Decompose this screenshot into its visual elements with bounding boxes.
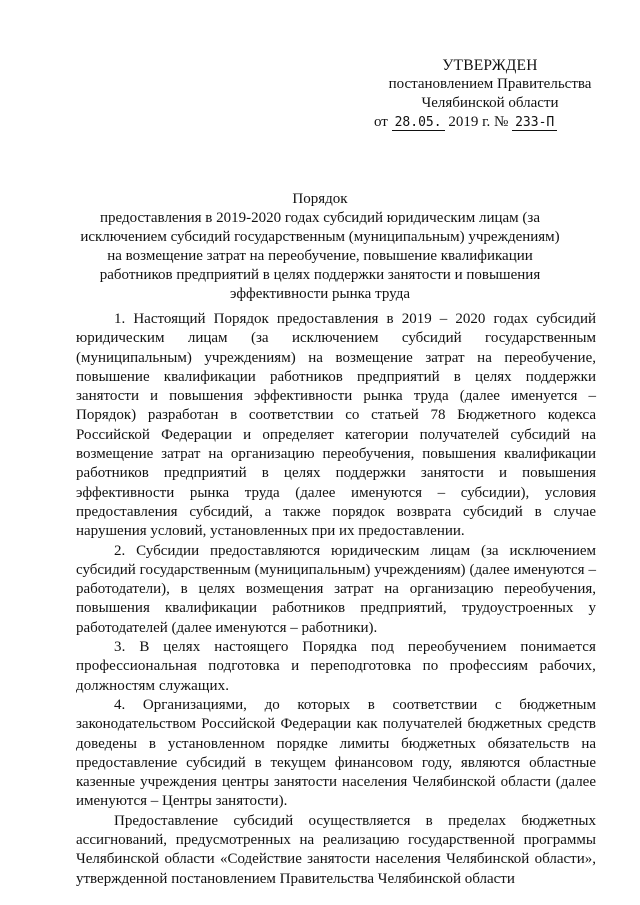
paragraph-1: 1. Настоящий Порядок предоставления в 2019 – 2020 годах субсидий юридическим лицам (за исключением субсидий государственным (муниципальным) учреждениям) на возмещение затрат на переобучение, повышение квалификации работников предприятий в целях поддержки занятости и повышения эффективности рынка труда (далее именуется – Порядок) разработан в соответствии со статьей 78 Бюджетного кодекса Российской Федерации и определяет категории получателей субсидий на возмещение затрат на организацию переобучения, повышения квалификации работников предприятий в целях поддержки занятости и повышения эффективности рынка труда (далее именуются – субсидии), условия предоставления субсидий, а также порядок возврата субсидий в случае нарушения условий, установленных при их предоставлении.	[76, 311, 596, 540]
handwritten-date: 28.05.	[392, 115, 445, 131]
paragraph-5: Предоставление субсидий осуществляется в пределах бюджетных ассигнований, предусмотренных на реализацию государственной программы Челябинской области «Содействие занятости населения Челябинской области», утвержденной постановлением Правительства Челябинской области	[76, 812, 596, 887]
date-prefix: от	[374, 114, 388, 130]
approval-stamp	[370, 56, 610, 132]
document-body	[76, 310, 596, 889]
paragraph-3: 3. В целях настоящего Порядка под переобучением понимается профессиональная подготовка и переподготовка по профессиям рабочих, должностям служащих.	[76, 639, 596, 694]
approval-line-1: постановлением Правительства	[388, 76, 592, 92]
paragraph-4: 4. Организациями, до которых в соответствии с бюджетным законодательством Российской Федерации как получателей бюджетных средств доведены в установленном порядке лимиты бюджетных обязательств на предоставление субсидий в текущем финансовом году, являются областные казенные учреждения центры занятости населения Челябинской области (далее именуются – Центры занятости).	[76, 696, 596, 810]
approval-title: УТВЕРЖДЕН	[442, 57, 538, 74]
document-title-block	[78, 190, 562, 304]
handwritten-number: 233-П	[512, 115, 557, 131]
approval-date-line	[370, 113, 610, 132]
approval-line-2: Челябинской области	[421, 95, 559, 111]
document-heading: Порядок	[292, 191, 348, 207]
document-title: предоставления в 2019-2020 годах субсидий юридическим лицам (за исключением субсидий государственным (муниципальным) учреждениям) на возмещение затрат на переобучение, повышение квалификации работников предприятий в целях поддержки занятости и повышения эффективности рынка труда	[80, 210, 560, 302]
paragraph-2: 2. Субсидии предоставляются юридическим лицам (за исключением субсидий государственным (муниципальным) учреждениям) (далее именуются – работодатели), в целях возмещения затрат на организацию переобучения, повышения квалификации работников предприятий, трудоустроенных у работодателей (далее именуются – работники).	[76, 542, 596, 636]
year-number-label: 2019 г. №	[448, 114, 509, 130]
